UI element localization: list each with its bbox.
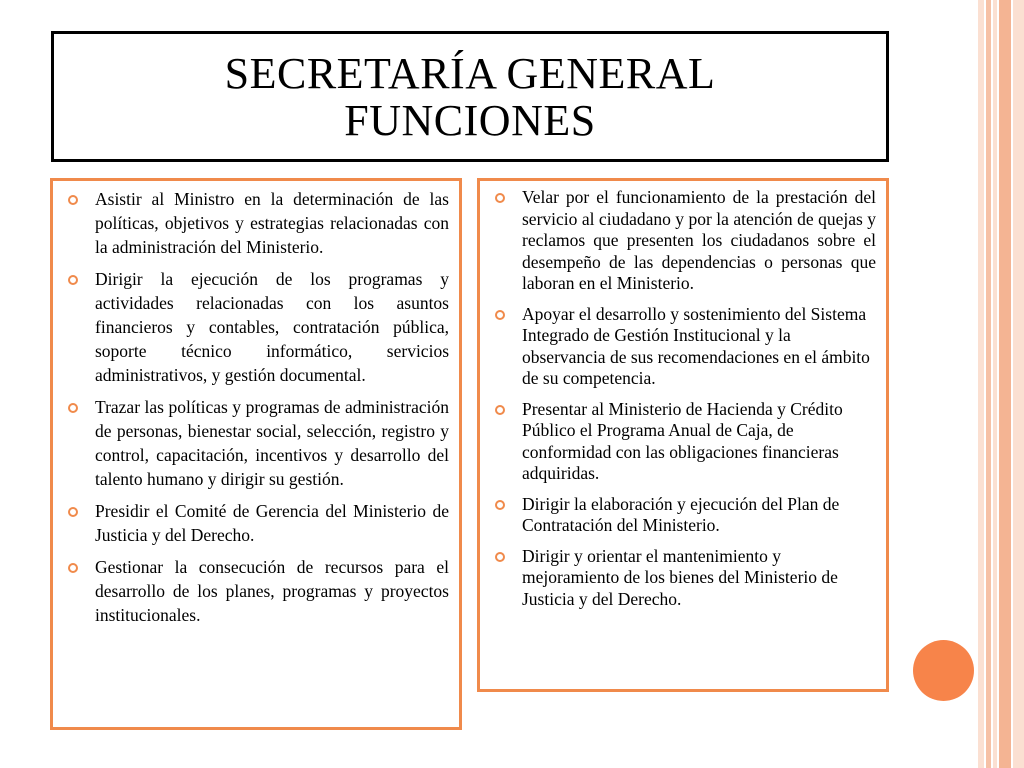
list-item (65, 187, 449, 259)
list-item (492, 399, 876, 485)
list-item (492, 494, 876, 537)
right-functions-box (477, 178, 889, 692)
bullet-circle-icon (495, 310, 505, 320)
bullet-circle-icon (68, 403, 78, 413)
list-item-text: Asistir al Ministro en la determinación de las políticas, objetivos y estrategias relacionadas con la administración del Ministerio. (95, 189, 449, 257)
list-item (65, 555, 449, 627)
bullet-circle-icon (495, 193, 505, 203)
decor-stripe (978, 0, 984, 768)
list-item-text: Velar por el funcionamiento de la prestación del servicio al ciudadano y por la atención de quejas y reclamos que presenten los ciudadanos sobre el desempeño de las dependencias o personas que laboran en el Ministerio. (522, 187, 876, 293)
list-item-text: Dirigir y orientar el mantenimiento y mejoramiento de los bienes del Ministerio de Justicia y del Derecho. (522, 545, 838, 609)
list-item-text: Presentar al Ministerio de Hacienda y Crédito Público el Programa Anual de Caja, de conformidad con las obligaciones financieras adquiridas. (522, 398, 843, 483)
bullet-circle-icon (495, 500, 505, 510)
decor-orange-circle (913, 640, 974, 701)
decor-stripe (1013, 0, 1024, 768)
list-item-text: Presidir el Comité de Gerencia del Ministerio de Justicia y del Derecho. (95, 501, 449, 545)
left-functions-list (65, 187, 449, 627)
bullet-circle-icon (68, 195, 78, 205)
slide-title-line2: FUNCIONES (344, 95, 596, 145)
list-item (492, 304, 876, 390)
list-item-text: Gestionar la consecución de recursos para el desarrollo de los planes, programas y proyectos institucionales. (95, 557, 449, 625)
list-item (492, 187, 876, 295)
decor-stripe (993, 0, 997, 768)
list-item-text: Trazar las políticas y programas de administración de personas, bienestar social, selección, registro y control, capacitación, incentivos y desarrollo del talento humano y dirigir su gestión. (95, 397, 449, 489)
bullet-circle-icon (68, 563, 78, 573)
slide-title-line1: SECRETARÍA GENERAL (224, 48, 716, 98)
list-item (65, 499, 449, 547)
decor-stripe (986, 0, 991, 768)
bullet-circle-icon (68, 275, 78, 285)
decor-stripe (999, 0, 1011, 768)
list-item (492, 546, 876, 611)
list-item-text: Apoyar el desarrollo y sostenimiento del Sistema Integrado de Gestión Institucional y la observancia de sus recomendaciones en el ámbito de su competencia. (522, 303, 870, 388)
list-item-text: Dirigir la elaboración y ejecución del Plan de Contratación del Ministerio. (522, 493, 840, 535)
bullet-circle-icon (68, 507, 78, 517)
bullet-circle-icon (495, 405, 505, 415)
right-functions-list (492, 187, 876, 610)
list-item (65, 267, 449, 387)
list-item (65, 395, 449, 491)
slide-title-box (51, 31, 889, 162)
list-item-text: Dirigir la ejecución de los programas y actividades relacionadas con los asuntos financieros y contables, contratación pública, soporte técnico informático, servicios administrativos, y gestión documental. (95, 269, 449, 385)
left-functions-box (50, 178, 462, 730)
bullet-circle-icon (495, 552, 505, 562)
